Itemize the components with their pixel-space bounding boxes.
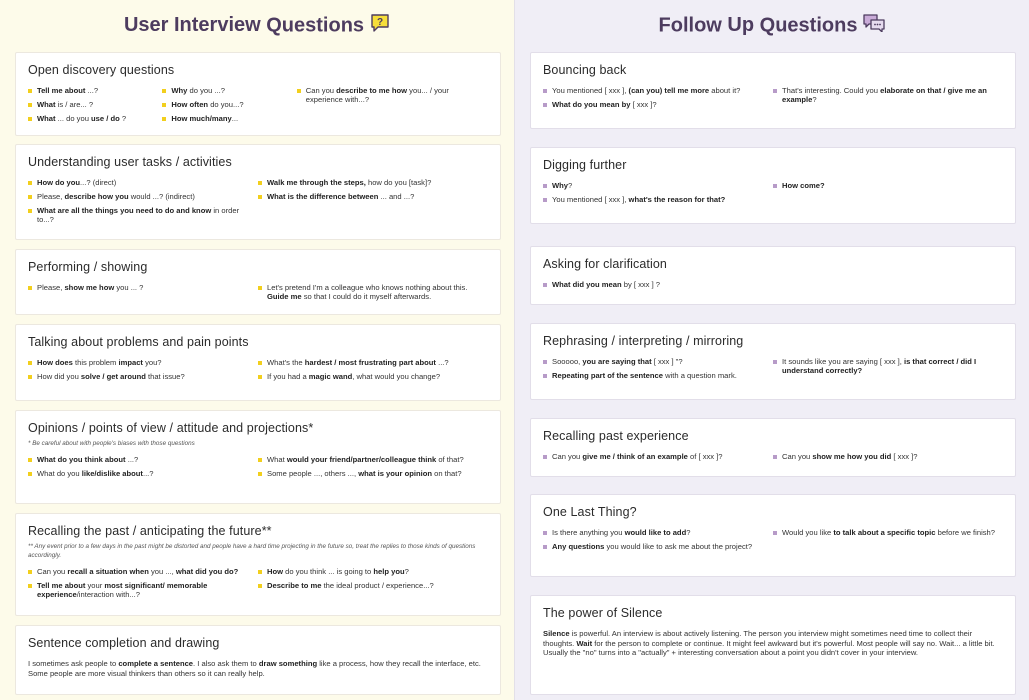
question-column (543, 181, 773, 209)
panel-title: User Interview Questions ? (0, 14, 514, 38)
question-item: How often do you...? (162, 100, 288, 109)
question-column (258, 283, 488, 306)
question-item: What ... do you use / do ? (28, 114, 154, 123)
question-column (543, 452, 773, 466)
question-grid (28, 567, 488, 604)
follow-up-panel (515, 0, 1029, 700)
section-title: Performing / showing (28, 260, 148, 274)
section-card (530, 246, 1016, 305)
section-title: Bouncing back (543, 63, 627, 77)
question-item: You mentioned [ xxx ], what's the reason for that? (543, 195, 765, 204)
question-grid (543, 357, 1003, 385)
question-grid (543, 528, 1003, 556)
question-grid (543, 452, 1003, 466)
question-item: Can you show me how you did [ xxx ]? (773, 452, 995, 461)
question-item: How did you solve / get around that issue? (28, 372, 250, 381)
section-title: Sentence completion and drawing (28, 636, 220, 650)
panel-title: Follow Up Questions (515, 14, 1029, 38)
question-item: How much/many... (162, 114, 288, 123)
question-item: How do you...? (direct) (28, 178, 250, 187)
section-card (15, 513, 501, 616)
title-highlight: User Interview (123, 14, 261, 37)
section-title: The power of Silence (543, 606, 663, 620)
question-item: How does this problem impact you? (28, 358, 250, 367)
question-item: What did you mean by [ xxx ] ? (543, 280, 995, 289)
question-item: Tell me about ...? (28, 86, 154, 95)
question-item: Can you recall a situation when you ..., what did you do? (28, 567, 250, 576)
section-card (15, 324, 501, 401)
question-item: Please, describe how you would ...? (indirect) (28, 192, 250, 201)
question-item: What's the hardest / most frustrating part about ...? (258, 358, 480, 367)
question-column (28, 358, 258, 386)
section-title: Rephrasing / interpreting / mirroring (543, 334, 744, 348)
section-title: One Last Thing? (543, 505, 637, 519)
question-column (543, 86, 773, 114)
section-card (530, 418, 1016, 477)
question-grid (543, 181, 1003, 209)
question-column (543, 280, 1003, 294)
question-column (28, 283, 258, 306)
section-card (530, 595, 1016, 695)
section-card (15, 410, 501, 504)
question-column (773, 528, 1003, 556)
question-item: Is there anything you would like to add? (543, 528, 765, 537)
section-paragraph: Silence is powerful. An interview is about actively listening. The person you interview might sometimes need time to collect their thoughts. Wait for the person to complete or continue. It might feel awkward but it's powerful. Most people will say no. Wait... a little bit. Usually the "no" turns into a "actually" + interesting conversation about a point you didn't cover in your interview. (543, 629, 995, 657)
question-item: Sooooo, you are saying that [ xxx ] "? (543, 357, 765, 366)
question-column (258, 358, 488, 386)
question-item: What do you think about ...? (28, 455, 250, 464)
question-column (258, 455, 488, 483)
section-title: Digging further (543, 158, 627, 172)
title-highlight: Up (727, 14, 755, 37)
question-item: Why? (543, 181, 765, 190)
question-item: Please, show me how you ... ? (28, 283, 250, 292)
question-column (773, 357, 1003, 385)
question-grid (28, 86, 488, 128)
question-item: If you had a magic wand, what would you change? (258, 372, 480, 381)
question-item: Can you describe to me how you... / your experience with...? (297, 86, 480, 104)
question-item: What is the difference between ... and ...? (258, 192, 480, 201)
question-item: Repeating part of the sentence with a question mark. (543, 371, 765, 380)
section-card (15, 625, 501, 695)
question-item: How do you think ... is going to help you? (258, 567, 480, 576)
question-grid (28, 455, 488, 483)
section-title: Open discovery questions (28, 63, 175, 77)
question-item: What is / are... ? (28, 100, 154, 109)
section-title: Understanding user tasks / activities (28, 155, 232, 169)
question-item: Why do you ...? (162, 86, 288, 95)
question-item: What do you mean by [ xxx ]? (543, 100, 765, 109)
question-item: How come? (773, 181, 995, 190)
svg-text:?: ? (376, 17, 384, 28)
question-column (28, 455, 258, 483)
question-item: It sounds like you are saying [ xxx ], is that correct / did I understand correctly? (773, 357, 995, 375)
question-item: Describe to me the ideal product / experience...? (258, 581, 480, 590)
section-card (530, 494, 1016, 577)
question-column (28, 567, 258, 604)
section-card (15, 249, 501, 315)
question-speech-icon (370, 14, 390, 38)
question-item: Tell me about your most significant/ memorable experience/interaction with...? (28, 581, 250, 599)
question-column (28, 178, 258, 229)
section-note: * Be careful about with people's biases with those questions (28, 440, 195, 447)
question-grid (28, 283, 488, 306)
question-column (162, 86, 296, 128)
question-column (773, 452, 1003, 466)
chat-bubbles-icon (863, 14, 885, 38)
question-item: Walk me through the steps, how do you [task]? (258, 178, 480, 187)
question-item: What are all the things you need to do and know in order to...? (28, 206, 250, 224)
section-card (530, 52, 1016, 129)
question-grid (28, 358, 488, 386)
user-interview-panel (0, 0, 514, 700)
section-card (530, 323, 1016, 400)
question-column (258, 567, 488, 604)
question-item: What would your friend/partner/colleague think of that? (258, 455, 480, 464)
question-item: Would you like to talk about a specific topic before we finish? (773, 528, 995, 537)
section-paragraph: I sometimes ask people to complete a sentence. I also ask them to draw something like a process, how they recall the interface, etc. Some people are more visual thinkers than others so it can really help. (28, 659, 481, 678)
question-column (258, 178, 488, 229)
section-title: Talking about problems and pain points (28, 335, 249, 349)
question-item: Let's pretend I'm a colleague who knows nothing about this. Guide me so that I could do it myself afterwards. (258, 283, 480, 301)
question-item: That's interesting. Could you elaborate on that / give me an example? (773, 86, 995, 104)
question-item: Can you give me / think of an example of [ xxx ]? (543, 452, 765, 461)
question-column (773, 86, 1003, 114)
section-card (15, 144, 501, 240)
question-column (773, 181, 1003, 209)
section-title: Recalling the past / anticipating the future** (28, 524, 272, 538)
question-grid (28, 178, 488, 229)
question-grid (543, 86, 1003, 114)
section-title: Recalling past experience (543, 429, 689, 443)
section-title: Asking for clarification (543, 257, 667, 271)
section-note: ** Any event prior to a few days in the past might be distorted and people have a hard time projecting in the future so, treat the replies to those kinds of questions accordingly. (28, 543, 476, 559)
question-item: What do you like/dislike about...? (28, 469, 250, 478)
section-title: Opinions / points of view / attitude and projections* (28, 421, 314, 435)
section-card (530, 147, 1016, 224)
question-item: You mentioned [ xxx ], (can you) tell me more about it? (543, 86, 765, 95)
section-card (15, 52, 501, 136)
question-column (543, 357, 773, 385)
question-column (543, 528, 773, 556)
question-item: Any questions you would like to ask me about the project? (543, 542, 765, 551)
question-column (28, 86, 162, 128)
question-item: Some people ..., others ..., what is your opinion on that? (258, 469, 480, 478)
question-column (297, 86, 488, 128)
question-grid (543, 280, 1003, 294)
